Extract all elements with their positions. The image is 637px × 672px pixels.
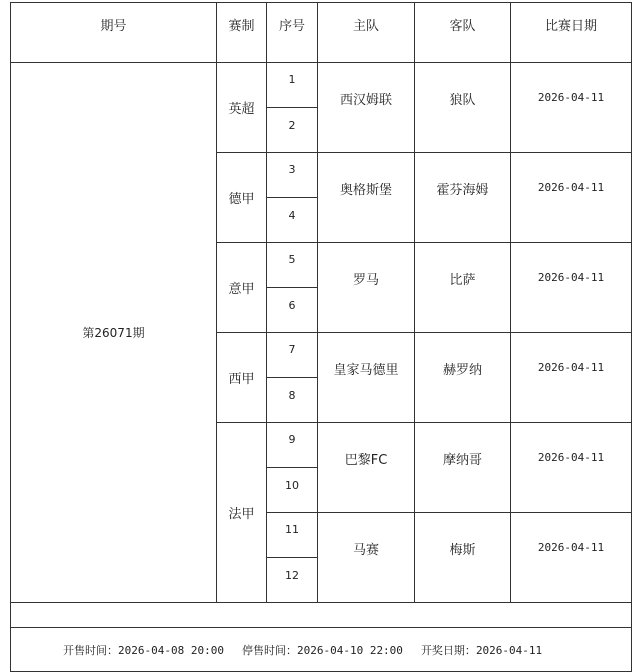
away-team-cell: 比萨 (415, 243, 511, 333)
league-cell: 英超 (217, 63, 267, 153)
sale-start-label: 开售时间： (63, 643, 118, 657)
seq-cell: 2 (267, 108, 318, 153)
sale-end-label: 停售时间： (241, 643, 297, 657)
header-row (11, 3, 632, 63)
sale-start-value: 2026-04-08 20:00 (118, 643, 224, 657)
home-team-cell: 西汉姆联 (318, 63, 415, 153)
match-date-cell: 2026-04-11 (511, 333, 632, 423)
seq-cell: 9 (267, 423, 318, 468)
sale-end (242, 642, 403, 658)
spacer-row (11, 603, 632, 628)
spacer-cell (11, 603, 632, 628)
away-team-cell: 霍芬海姆 (415, 153, 511, 243)
league-cell: 西甲 (217, 333, 267, 423)
footer-cell (11, 628, 632, 672)
seq-cell: 3 (267, 153, 318, 198)
seq-cell: 8 (267, 378, 318, 423)
home-team-cell: 皇家马德里 (318, 333, 415, 423)
footer-row (11, 628, 632, 672)
header-home: 主队 (318, 3, 415, 63)
match-date-cell: 2026-04-11 (511, 423, 632, 513)
home-team-cell: 马赛 (318, 513, 415, 603)
match-date-cell: 2026-04-11 (511, 243, 632, 333)
period-cell: 第26071期 (11, 63, 217, 603)
home-team-cell: 罗马 (318, 243, 415, 333)
header-away: 客队 (415, 3, 511, 63)
seq-cell: 5 (267, 243, 318, 288)
match-date-cell: 2026-04-11 (511, 63, 632, 153)
table-row (11, 63, 632, 108)
league-cell: 意甲 (217, 243, 267, 333)
match-date-cell: 2026-04-11 (511, 513, 632, 603)
sale-end-value: 2026-04-10 22:00 (296, 643, 403, 657)
header-period: 期号 (11, 3, 217, 63)
seq-cell: 1 (267, 63, 318, 108)
home-team-cell: 奥格斯堡 (318, 153, 415, 243)
header-seq: 序号 (267, 3, 318, 63)
match-date-cell: 2026-04-11 (511, 153, 632, 243)
seq-cell: 6 (267, 288, 318, 333)
home-team-cell: 巴黎FC (318, 423, 415, 513)
away-team-cell: 摩纳哥 (415, 423, 511, 513)
league-cell: 德甲 (217, 153, 267, 243)
away-team-cell: 梅斯 (415, 513, 511, 603)
header-league: 赛制 (217, 3, 267, 63)
draw-date-label: 开奖日期： (420, 643, 476, 657)
league-cell: 法甲 (217, 423, 267, 603)
away-team-cell: 赫罗纳 (415, 333, 511, 423)
away-team-cell: 狼队 (415, 63, 511, 153)
draw-date (421, 642, 542, 658)
draw-date-value: 2026-04-11 (475, 643, 543, 657)
header-date: 比赛日期 (511, 3, 632, 63)
seq-cell: 7 (267, 333, 318, 378)
seq-cell: 4 (267, 198, 318, 243)
seq-cell: 11 (267, 513, 318, 558)
sale-start (63, 642, 224, 658)
schedule-table (10, 2, 632, 672)
seq-cell: 10 (267, 468, 318, 513)
seq-cell: 12 (267, 558, 318, 603)
